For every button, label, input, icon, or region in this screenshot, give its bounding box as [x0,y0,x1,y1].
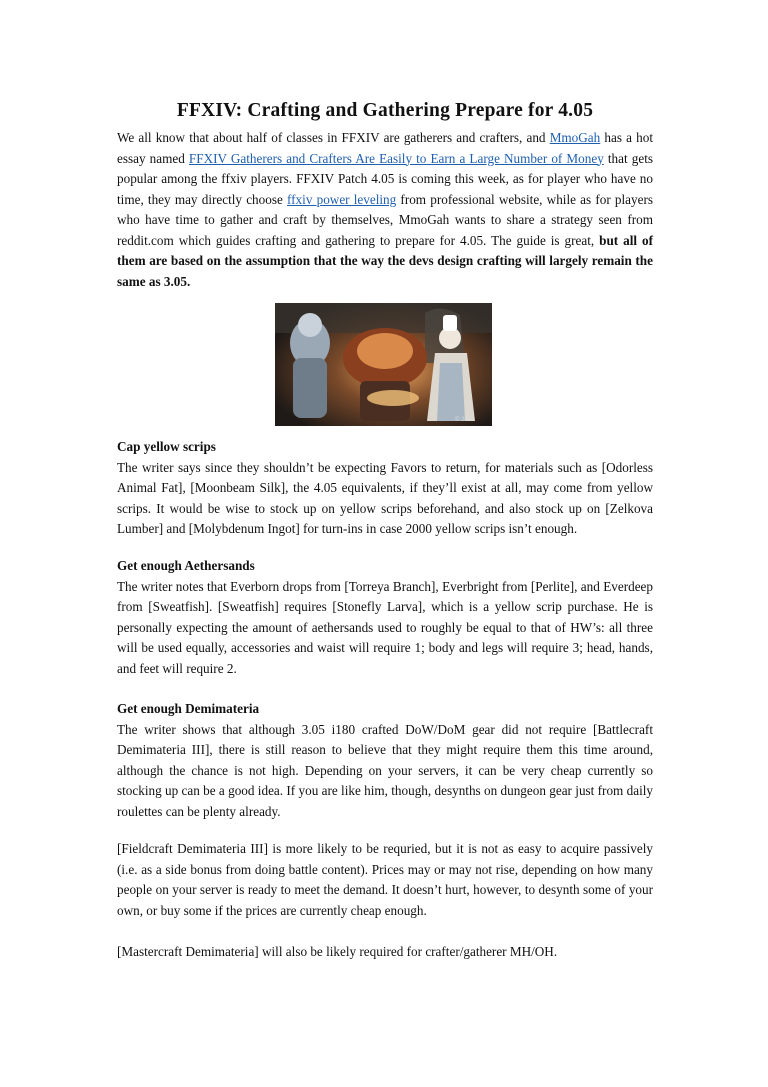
section-demimateria [117,699,653,822]
power-leveling-link[interactable]: ffxiv power leveling [287,191,397,207]
section-aethersands [117,556,653,679]
intro-paragraph [117,128,653,292]
section-fieldcraft [117,839,653,921]
section-body: The writer notes that Everborn drops from [Torreya Branch], Everbright from [Perlite], and Everdeep from [Sweatfish]. [Sweatfish] requires [Stonefly Larva], which is a yellow scrip purchase. He is personally expecting the amount of aethersands used to roughly be equal to that of HW’s: all three will be used equally, accessories and waist will require 1; body and legs will require 3; head, hands, and feet will require 2. [117,578,653,676]
section-heading: Get enough Demimateria [117,701,260,716]
intro-text-1: We all know that about half of classes in FFXIV are gatherers and crafters, and [117,130,550,145]
document-title: FFXIV: Crafting and Gathering Prepare for 4.05 [176,100,594,121]
section-heading: Get enough Aethersands [117,558,255,573]
section-body: [Mastercraft Demimateria] will also be likely required for crafter/gatherer MH/OH. [117,944,558,959]
section-body: The writer says since they shouldn’t be expecting Favors to return, for materials such as [Odorless Animal Fat], [Moonbeam Silk], the 4.05 equivalents, if they’ll exist at all, may come from yellow scrips. It would be wise to stock up on yellow scrips beforehand, and also stock up on [Zelkova Lumber] and [Molybdenum Ingot] for turn-ins in case 2000 yellow scrips isn’t enough. [117,459,653,536]
essay-link[interactable]: FFXIV Gatherers and Crafters Are Easily to Earn a Large Number of Money [188,150,604,166]
section-body: The writer shows that although 3.05 i180 crafted DoW/DoM gear did not require [Battlecraft Demimateria III], there is still reason to believe that they might require them this time around, although the chance is not high. Depending on your servers, it can be very cheap currently so stocking up can be a good idea. If you are like him, though, desynths on dungeon gear just from daily roulettes can be plenty already. [117,721,653,819]
crafting-scene-illustration [275,303,492,426]
crafting-scene-image [275,303,492,426]
mmogah-link[interactable]: MmoGah [549,130,601,145]
section-heading: Cap yellow scrips [117,439,216,454]
svg-text:© 2013: © 2013 [455,417,475,423]
section-mastercraft [117,942,653,963]
intro-text-2: has a hot essay named [117,130,653,166]
intro-text [117,128,653,292]
section-cap-yellow-scrips [117,437,653,540]
intro-bold-text: but all of them are based on the assumption that the way the devs design crafting will largely remain the same as 3.05. [117,232,653,289]
section-body: [Fieldcraft Demimateria III] is more likely to be requried, but it is not as easy to acquire passively (i.e. as a side bonus from doing battle content). Prices may or may not rise, depending on how many people on your server is ready to meet the demand. It doesn’t hurt, however, to desynth some of your own, or buy some if the prices are currently cheap enough. [117,841,653,918]
intro-text-4: from professional website, while as for players who have time to gather and craft by themselves, MmoGah wants to share a strategy seen from reddit.com which guides crafting and gathering to prepare for 4.05. The guide is great, [117,191,653,248]
intro-text-3: that gets popular among the ffxiv players. FFXIV Patch 4.05 is coming this week, as for player who have no time, they may directly choose [117,150,654,207]
